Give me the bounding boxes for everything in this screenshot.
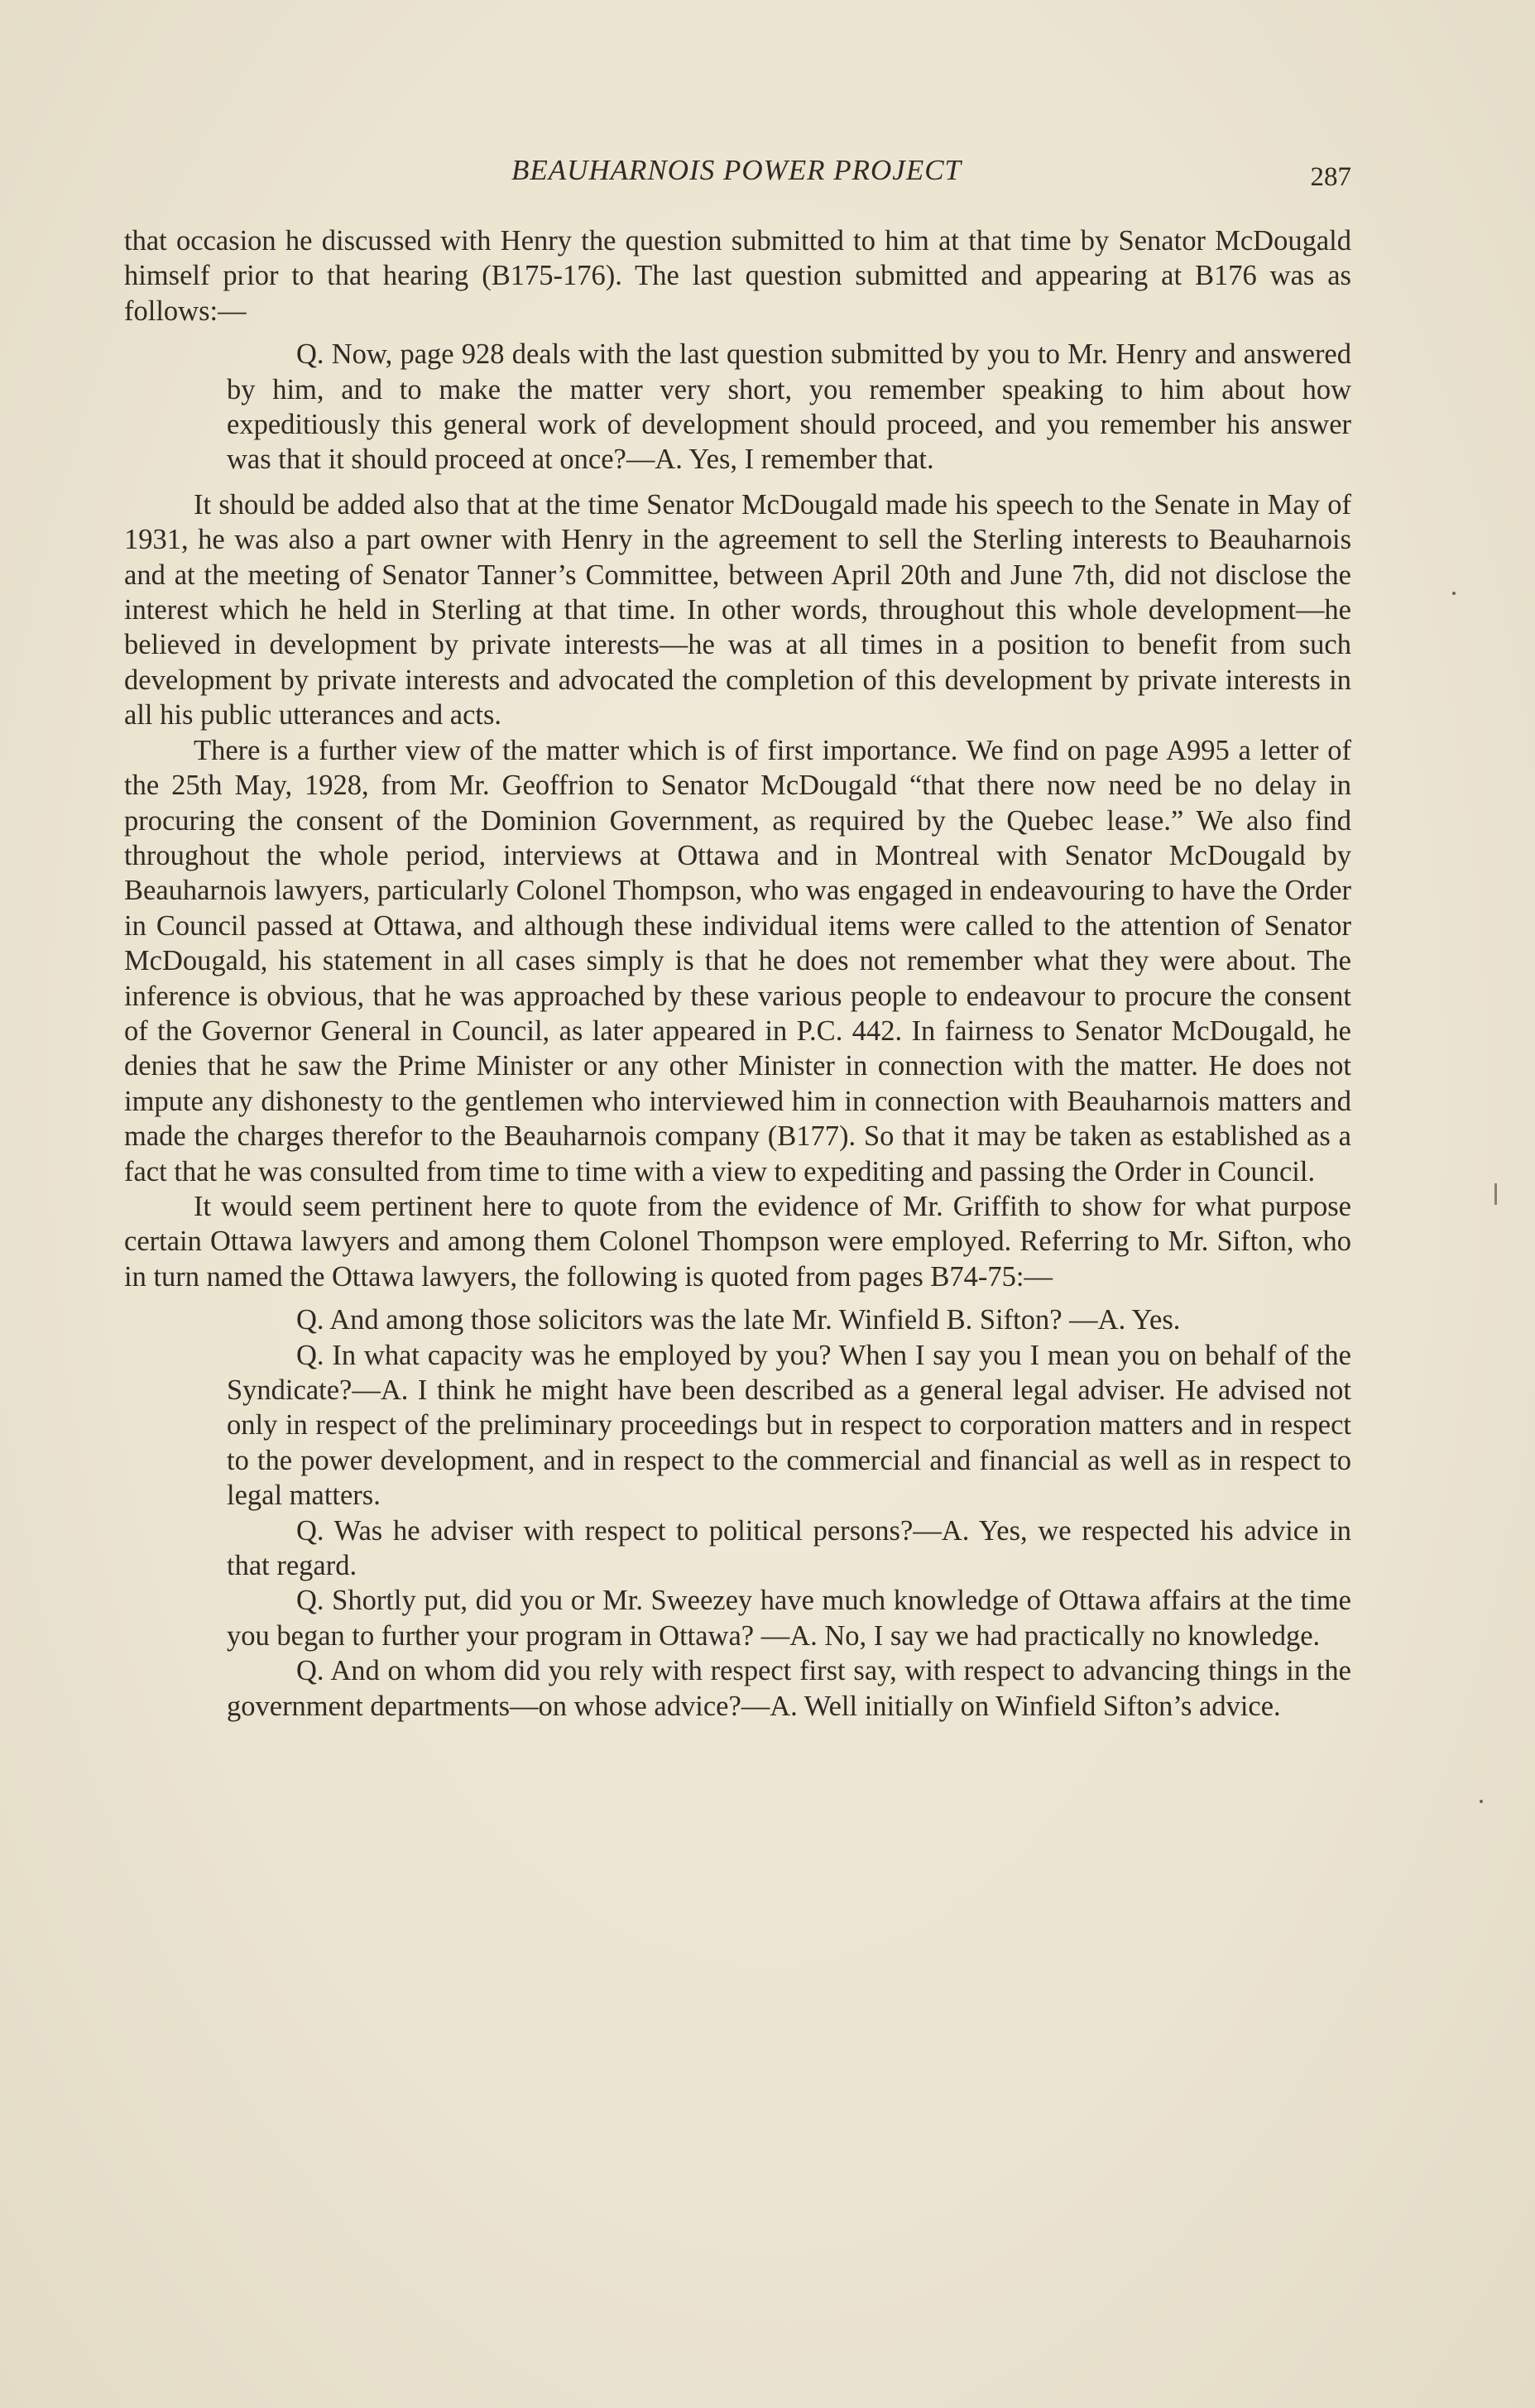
quote-question-solicitors: Q. And among those solicitors was the late Mr. Winfield B. Sifton? —A. Yes. <box>296 1304 1181 1336</box>
quote-question-capacity: Q. In what capacity was he employed by you? When I say you I mean you on behalf of the Syndicate?—A. I think he might have been described as a general legal adviser. He advised not only in respect of the preliminary proceedings but in respect to corporation matters and in respect to the power development, and in respect to the commercial and financial as well as in respect to legal matters. <box>227 1339 1351 1512</box>
quote-question-page-928: Q. Now, page 928 deals with the last question submitted by you to Mr. Henry and answered by him, and to make the matter very short, you remember speaking to him about how expeditiously this general work of development should proceed, and you remember his answer was that it should proceed at once?—A. Yes, I remember that. <box>227 338 1351 476</box>
block-quote-griffith <box>124 1302 1351 1724</box>
page-header <box>124 154 1349 190</box>
body-text <box>124 223 1351 1734</box>
paper-speck <box>1452 592 1456 595</box>
paper-mark <box>1494 1183 1497 1205</box>
paragraph-senate-speech: It should be added also that at the time Senator McDougald made his speech to the Senate in May of 1931, he was also a part owner with Henry in the agreement to sell the Sterling interests to Beauharnois and at the meeting of Senator Tanner’s Committee, between April 20th and June 7th, did not disclose the interest which he held in Sterling at that time. In other words, throughout this whole development—he believed in development by private interests—he was at all times in a position to benefit from such development by private interests and advocated the completion of this development by private interests in all his public utterances and acts. <box>124 488 1351 732</box>
paper-speck <box>1480 1800 1483 1803</box>
paragraph-griffith-evidence: It would seem pertinent here to quote from the evidence of Mr. Griffith to show for what purpose certain Ottawa lawyers and among them Colonel Thompson were employed. Referring to Mr. Sifton, who in turn named the Ottawa lawyers, the following is quoted from pages B74-75:— <box>124 1190 1351 1293</box>
paragraph-continued: that occasion he discussed with Henry the question submitted to him at that time by Senator McDougald himself prior to that hearing (B175-176). The last question submitted and appearing at B176 was as follows:— <box>124 225 1351 327</box>
quote-question-rely: Q. And on whom did you rely with respect first say, with respect to advancing things in the government departments—on whose advice?—A. Well initially on Winfield Sifton’s advice. <box>227 1655 1351 1722</box>
quote-question-political: Q. Was he adviser with respect to political persons?—A. Yes, we respected his advice in that regard. <box>227 1514 1351 1582</box>
paragraph-further-view: There is a further view of the matter which is of first importance. We find on page A995 a letter of the 25th May, 1928, from Mr. Geoffrion to Senator McDougald “that there now need be no delay in procuring the consent of the Dominion Government, as required by the Quebec lease.” We also find throughout the whole period, interviews at Ottawa and in Montreal with Senator McDougald by Beauharnois lawyers, particularly Colonel Thompson, who was engaged in endeavouring to have the Order in Council passed at Ottawa, and although these individual items were called to the attention of Senator McDougald, his statement in all cases simply is that he does not remember what they were about. The inference is obvious, that he was approached by these various people to endeavour to procure the consent of the Governor General in Council, as later appeared in P.C. 442. In fairness to Senator McDougald, he denies that he saw the Prime Minister or any other Minister in connection with the matter. He does not impute any dishonesty to the gentlemen who interviewed him in connection with Beauharnois matters and made the charges therefor to the Beauharnois company (B177). So that it may be taken as established as a fact that he was consulted from time to time with a view to expediting and passing the Order in Council. <box>124 734 1351 1187</box>
quote-question-ottawa-affairs: Q. Shortly put, did you or Mr. Sweezey have much knowledge of Ottawa affairs at the time you began to further your program in Ottawa? —A. No, I say we had practically no knowledge. <box>227 1585 1351 1652</box>
running-head: BEAUHARNOIS POWER PROJECT <box>511 154 962 186</box>
block-quote-page-928 <box>124 337 1351 477</box>
page-number: 287 <box>1310 162 1351 192</box>
